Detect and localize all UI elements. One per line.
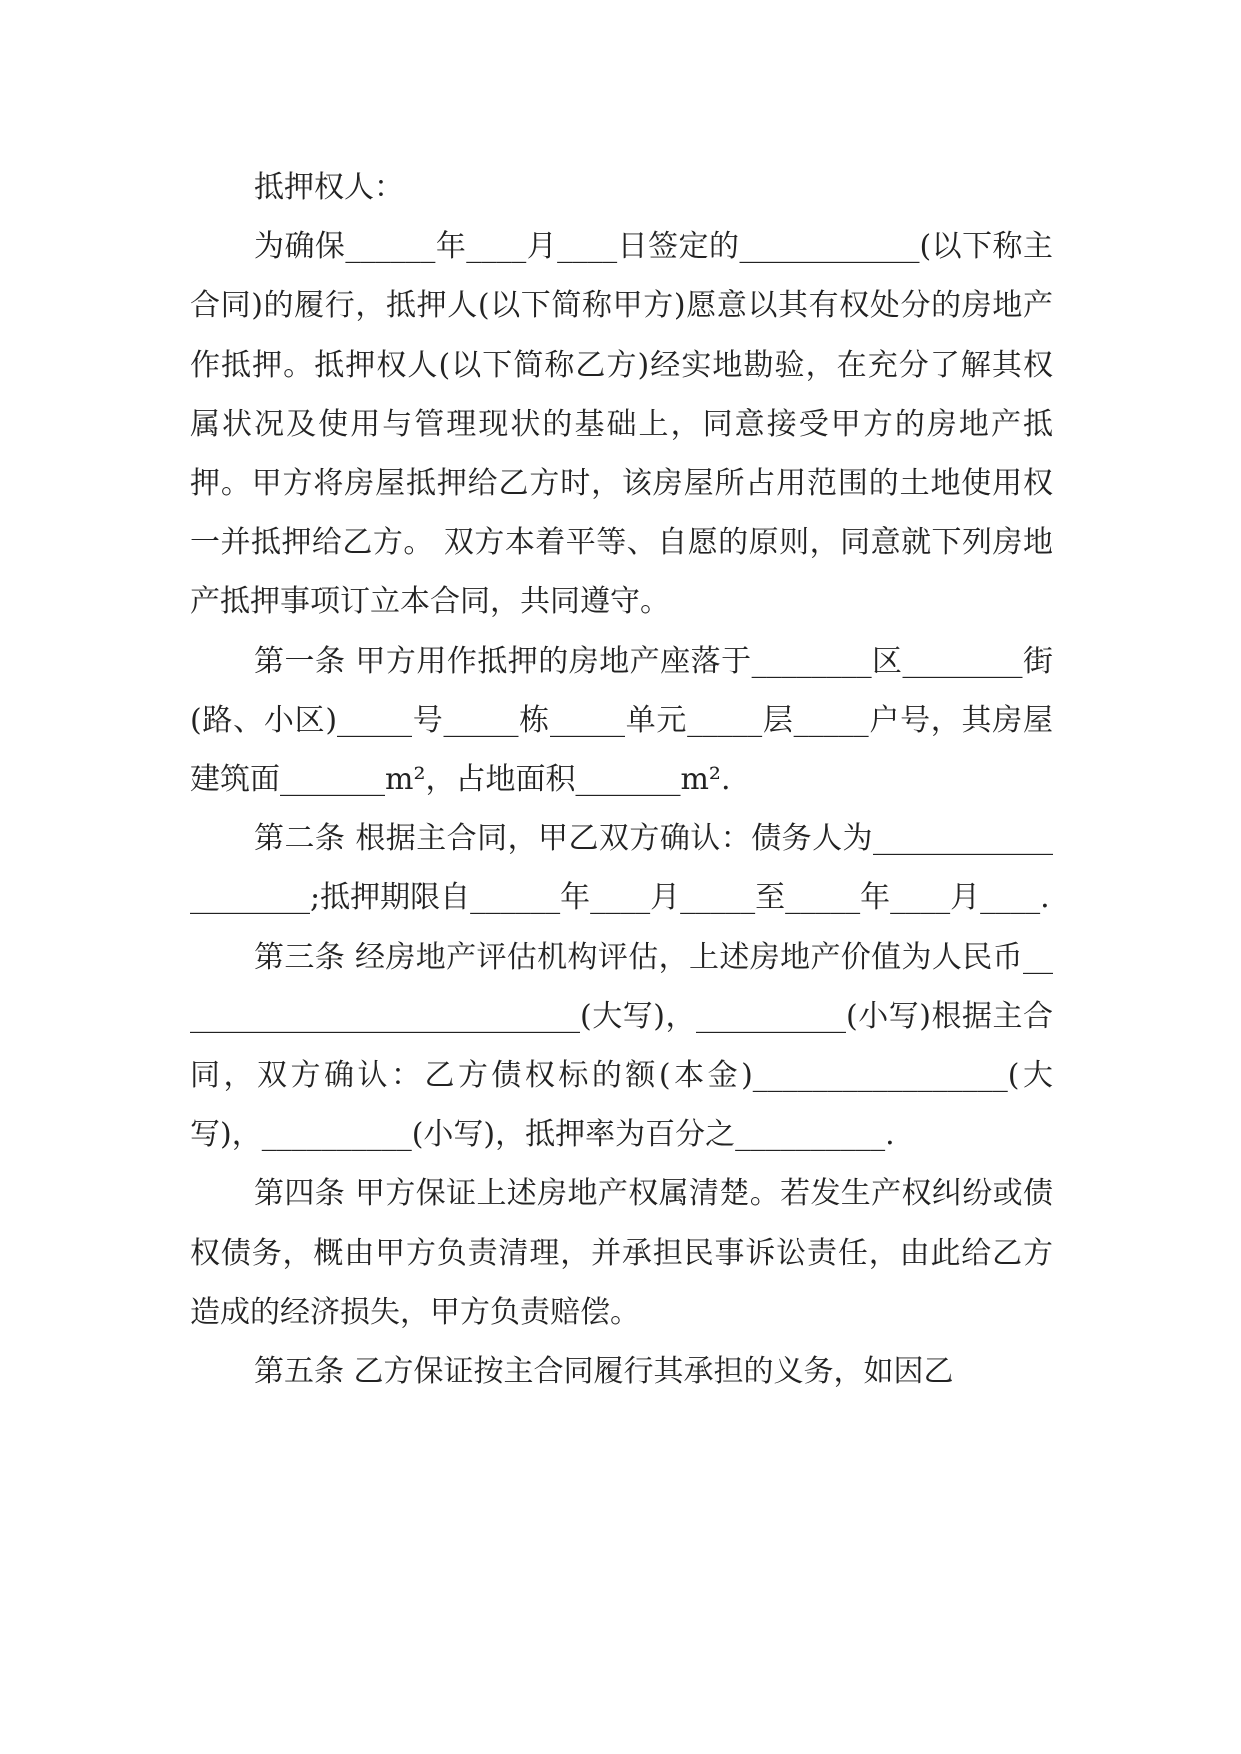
preamble-paragraph: 为确保______年____月____日签定的____________(以下称主合同)的履行，抵押人(以下简称甲方)愿意以其有权处分的房地产作抵押。抵押权人(以下简称乙方)经实地勘验，在充分了解其权属状况及使用与管理现状的基础上，同意接受甲方的房地产抵押。甲方将房屋抵押给乙方时，该房屋所占用范围的土地使用权一并抵押给乙方。 双方本着平等、自愿的原则，同意就下列房地产抵押事项订立本合同，共同遵守。 [190,229,1053,620]
article-5-paragraph: 第五条 乙方保证按主合同履行其承担的义务，如因乙 [254,1354,954,1390]
article-3-paragraph: 第三条 经房地产评估机构评估，上述房地产价值为人民币____________________________(大写)，__________(小写)根据主合同，双方确认：乙方债权标的额(本金)_________________(大写)，__________(小写)，抵押率为百分之__________. [190,939,1053,1153]
document-page [190,158,1053,1401]
mortgagee-label: 抵押权人： [254,170,404,205]
article-4-paragraph: 第四条 甲方保证上述房地产权属清楚。若发生产权纠纷或债权债务，概由甲方负责清理，并承担民事诉讼责任，由此给乙方造成的经济损失，甲方负责赔偿。 [190,1176,1053,1330]
article-2-paragraph: 第二条 根据主合同，甲乙双方确认：债务人为____________________;抵押期限自______年____月_____至_____年____月____. [190,821,1053,916]
article-1-paragraph: 第一条 甲方用作抵押的房地产座落于________区________街(路、小区)_____号_____栋_____单元_____层_____户号，其房屋建筑面_______m²，占地面积_______m². [190,643,1053,798]
